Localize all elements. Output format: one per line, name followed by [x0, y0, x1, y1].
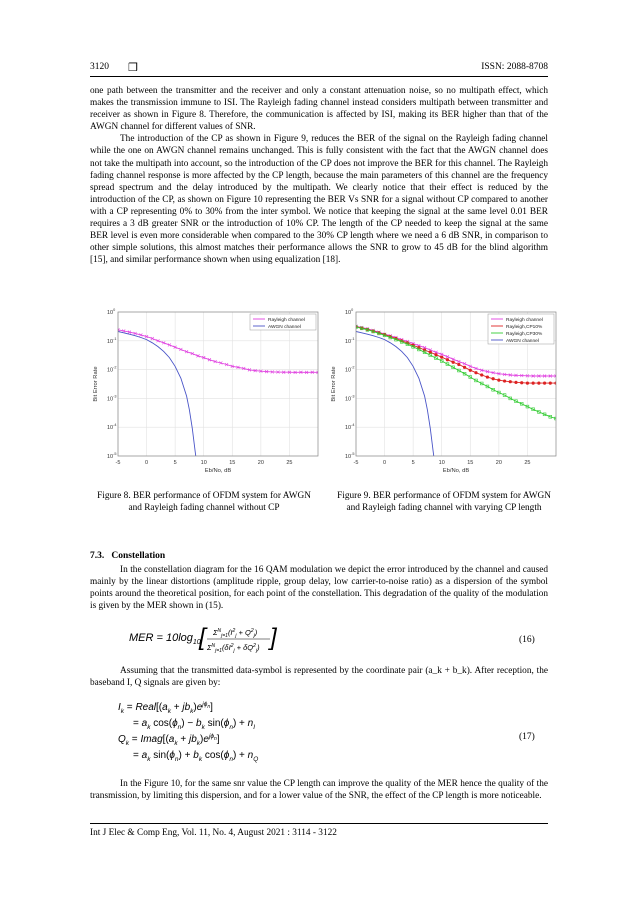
x-tick-label: -5 [115, 460, 121, 466]
y-tick-label: $10^{-5}$ [107, 452, 117, 460]
x-tick-label: 10 [438, 460, 445, 466]
data-point [526, 381, 529, 384]
data-point [537, 381, 540, 384]
data-point [509, 380, 512, 383]
svg-text:= ak sin(ϕn) + bk cos(ϕn) + nQ: = $a_k$ $\sin(\phi_n) + b_k$ $\cos(\phi_n) + n_Q$ [133, 750, 259, 763]
x-axis-label: Eb/No, dB [442, 468, 470, 474]
data-point [474, 371, 477, 374]
data-point [440, 356, 443, 359]
paragraph-4: Assuming that the transmitted data-symbol is represented by the coordinate pair (a_k + b_k). After reception, the baseband I, Q signals are given by: [90, 666, 548, 689]
body-text-figure10 [90, 778, 548, 802]
body-text-assume [90, 665, 548, 689]
svg-text:[: [ [199, 624, 206, 651]
svg-text:]: ] [270, 624, 277, 651]
legend-entry: Rayleigh channel [268, 317, 305, 323]
data-point [486, 375, 489, 378]
x-tick-label: 0 [383, 460, 387, 466]
data-point [520, 381, 523, 384]
page-number: 3120 [90, 62, 109, 72]
x-tick-label: 15 [229, 460, 236, 466]
issn-label: ISSN: 2088-8708 [481, 62, 548, 72]
y-tick-label: $10^0$ [345, 308, 354, 316]
paragraph-1: one path between the transmitter and the receiver and only a constant attenuation noise, so no multipath effect, which makes the transmission immune to ISI. The Rayleigh fading channel instead considers multipath between transmitter and receiver as shown in Figure 8. Therefore, the communication is affected by ISI, making its BER higher than that of the AWGN channel for different values of SNR. [90, 86, 548, 133]
data-point [543, 381, 546, 384]
data-point [514, 381, 517, 384]
x-tick-label: 5 [411, 460, 415, 466]
page-footer: Int J Elec & Comp Eng, Vol. 11, No. 4, August 2021 : 3114 - 3122 [90, 828, 337, 838]
y-tick-label: $10^{-1}$ [345, 336, 355, 345]
mer-formula [0, 622, 638, 662]
svg-text:Ik = Real[(ak + jbk)ejϕn]: $I_k$ = $Real[(a_k + jb_k)e^{j\phi}_n]$ [118, 701, 213, 715]
data-point [452, 361, 455, 364]
y-axis-label: Bit Error Rate [93, 366, 99, 402]
svg-text:= ak cos(ϕn) − bk sin(ϕn) + nI: = $a_k$ $\cos(\phi_n) - b_k$ $\sin(\phi_n) + n_I$ [133, 718, 256, 731]
y-tick-label: $10^{-4}$ [107, 423, 117, 432]
y-tick-label: $10^{-4}$ [345, 423, 355, 432]
data-point [434, 353, 437, 356]
data-point [497, 379, 500, 382]
x-tick-label: 10 [200, 460, 207, 466]
y-tick-label: $10^0$ [107, 308, 116, 316]
legend-entry: Rayleigh,CP30% [506, 331, 543, 337]
paragraph-5: In the Figure 10, for the same snr value the CP length can improve the quality of the MER hence the quality of the transmission, by limiting this dispersion, and for a lower value of the SNR, the effect of the CP length is more noticeable. [90, 779, 548, 802]
data-point [492, 377, 495, 380]
data-point [469, 369, 472, 372]
legend-entry: AWGN channel [506, 338, 539, 344]
y-axis-label: Bit Error Rate [331, 366, 337, 402]
y-tick-label: $10^{-2}$ [345, 365, 355, 374]
x-tick-label: 15 [467, 460, 474, 466]
figure-9-caption: Figure 9. BER performance of OFDM system for AWGN and Rayleigh fading channel with varying CP length [337, 491, 551, 513]
y-tick-label: $10^{-2}$ [107, 365, 117, 374]
y-tick-label: $10^{-3}$ [107, 394, 117, 403]
x-tick-label: -5 [353, 460, 359, 466]
body-text-top [90, 85, 548, 266]
y-tick-label: $10^{-1}$ [107, 336, 117, 345]
x-tick-label: 5 [173, 460, 177, 466]
data-point [446, 358, 449, 361]
x-tick-label: 20 [257, 460, 264, 466]
paragraph-2: The introduction of the CP as shown in Figure 9, reduces the BER of the signal on the Rayleigh fading channel while the one on AWGN channel remains unchanged. This is fully consistent with the fact that the AWGN channel does not take the multipath into account, so the introduction of the CP does not improve the BER for this channel. The Rayleigh fading channel response is more affected by the CP length, because the main parameters of this channel are the frequency spread spectrum and the delay introduced by the multipath. We clearly notice that their effect is reduced by the introduction of the CP, as shown on Figure 10 representing the BER Vs SNR for a signal without CP compared to another with a CP representing 0% to 30% from the inter symbol. We notice that keeping the signal at the same level 0.01 BER requires a 3 dB greater SNR or the introduction of 10% CP. The length of the CP needed to keep the signal at the same BER level is even more considerable when compared to the 30% CP length where we need a 6 dB SNR, in comparison to other simple solutions, this almost matches their performance allows the SNR to grow to 45 dB for the blind algorithm [15], and similar performance shown when using equalization [18]. [90, 134, 548, 266]
section-title: Constellation [111, 551, 166, 561]
equation-16-number: (16) [519, 635, 535, 645]
figure-8-chart [88, 303, 324, 481]
x-tick-label: 25 [286, 460, 293, 466]
section-number: 7.3. [90, 551, 105, 561]
data-point [549, 381, 552, 384]
iq-formulas [0, 698, 638, 768]
svg-text:Qk = Imag[(ak + jbk)ejϕn]: $Q_k$ = $Imag[(a_k + jb_k)e^{j\phi}_n]$ [118, 733, 220, 747]
figure-9-chart [326, 303, 562, 481]
data-point [503, 379, 506, 382]
paragraph-3: In the constellation diagram for the 16 QAM modulation we depict the error introduced by the channel and caused mainly by the linear distortions (amplitude ripple, group delay, low carrier-to-noise ratio) as a dispersion of the symbol points around the theoretical position, for each point of the constellation. This degradation of the quality of the modulation is given by the MER shown in (15). [90, 565, 548, 612]
data-point [532, 381, 535, 384]
equation-17-number: (17) [519, 732, 535, 742]
data-point [480, 373, 483, 376]
x-axis-label: Eb/No, dB [204, 468, 232, 474]
svg-text:MER = 10log10: MER = $10\log_{10}$ [129, 632, 201, 646]
box-icon: ❒ [128, 62, 138, 74]
y-tick-label: $10^{-5}$ [345, 452, 355, 460]
header-rule [90, 76, 548, 77]
svg-text:ΣNj=1(δI2j + δQ2j): $\Sigma^N_{j=1}(\delta I^2_j + \delta Q^2_j)$ [207, 643, 260, 654]
x-tick-label: 20 [495, 460, 502, 466]
data-point [457, 363, 460, 366]
data-point [463, 366, 466, 369]
legend-entry: Rayleigh channel [506, 317, 543, 323]
y-tick-label: $10^{-3}$ [345, 394, 355, 403]
section-heading [90, 551, 165, 561]
x-tick-label: 0 [145, 460, 149, 466]
body-text-constellation [90, 564, 548, 612]
footer-rule [90, 823, 548, 824]
x-tick-label: 25 [524, 460, 531, 466]
legend-entry: Rayleigh,CP10% [506, 324, 543, 330]
svg-text:ΣNj=1(I2j + Q2j): $\Sigma^N_{j=1}(I^2_j + Q^2_j)$ [213, 628, 258, 639]
figure-8-caption: Figure 8. BER performance of OFDM system for AWGN and Rayleigh fading channel without CP [97, 491, 311, 513]
legend-entry: AWGN channel [268, 324, 301, 330]
